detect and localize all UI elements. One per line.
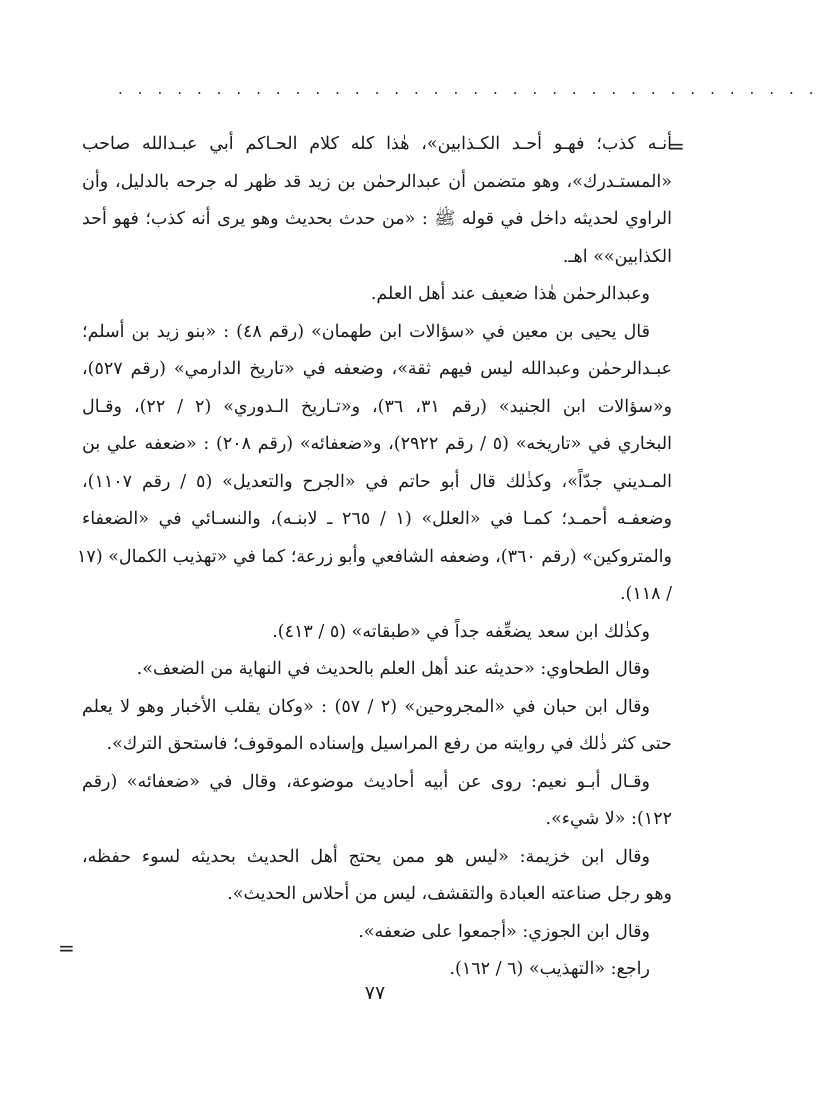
text-line: وهو رجل صناعته العبادة والتقشف، ليس من أحلاس الحديث». [227, 884, 672, 904]
text-line: وقال ابن خزيمة: «ليس هو ممن يحتج أهل الحديث بحديثه لسوء حفظه، [82, 846, 650, 867]
text-line: وضعفـه أحمـد؛ كمـا في «العلل» (١ / ٢٦٥ ـ لابنـه)، والنسـائي في «الضعفاء [82, 509, 672, 529]
text-line: قال يحيى بن معين في «سؤالات ابن طهمان» (رقم ٤٨) : «بنو زيد بن أسلم؛ [82, 321, 650, 342]
footnote-text [77, 126, 673, 989]
text-line: وقال ابن حبان في «المجروحين» (٢ / ٥٧) : «وكان يقلب الأخبار وهو لا يعلم [82, 696, 650, 717]
page-number: ٧٧ [364, 982, 386, 1004]
text-line: الراوي لحديثه داخل في قوله ﷺ : «من حدث بحديث وهو يرى أنه كذب؛ فهو أحد [82, 209, 672, 229]
text-line: الكذابين»» اهـ. [562, 246, 672, 267]
text-line: المـديني جدّاً»، وكذٰلك قال أبو حاتم في «الجرح والتعديل» (٥ / رقم ١١٠٧)، [82, 471, 672, 492]
text-line: عبـدالرحمٰن وعبدالله ليس فيهم ثقة»، وضعفه في «تاريخ الدارمي» (رقم ٥٢٧)، [82, 359, 672, 379]
continuation-mark-top: = [668, 134, 685, 158]
continuation-mark-bottom: = [58, 936, 75, 960]
text-line: ١٢٢): «لا شيء». [545, 809, 672, 829]
text-line: و«سؤالات ابن الجنيد» (رقم ٣١، ٣٦)، و«تـاريخ الـدوري» (٢ / ٢٢)، وقـال [82, 396, 673, 417]
text-line: أنـه كذب؛ فهـو أحـد الكـذابين»، هٰذا كله كلام الحـاكم أبي عبـدالله صاحب [82, 134, 672, 154]
text-line: وقال الطحاوي: «حديثه عند أهل العلم بالحديث في النهاية من الضعف». [136, 659, 650, 679]
text-line: البخاري في «تاريخه» (٥ / رقم ٢٩٢٢)، و«ضعفائه» (رقم ٢٠٨) : «ضعفه علي بن [82, 434, 672, 454]
text-line: وقـال أبـو نعيم: روى عن أبيه أحاديث موضوعة، وقال في «ضعفائه» (رقم [82, 771, 650, 792]
text-line: «المستـدرك»، وهو متضمن أن عبدالرحمٰن بن زيد قد ظهر له جرحه بالدليل، وأن [82, 171, 672, 192]
text-line: / ١١٨). [619, 584, 672, 604]
text-line: وعبدالرحمٰن هٰذا ضعيف عند أهل العلم. [370, 284, 650, 304]
text-line: وكذٰلك ابن سعد يضعِّفه جداً في «طبقاته» (٥ / ٤١٣). [272, 621, 650, 642]
text-line: وقال ابن الجوزي: «أجمعوا على ضعفه». [358, 921, 650, 942]
text-line: والمتروكين» (رقم ٣٦٠)، وضعفه الشافعي وأبو زرعة؛ كما في «تهذيب الكمال» (١٧ [77, 546, 672, 567]
text-line: راجع: «التهذيب» (٦ / ١٦٢). [449, 959, 650, 979]
text-line: حتى كثر ذٰلك في روايته من رفع المراسيل وإسناده الموقوف؛ فاستحق الترك». [106, 734, 672, 754]
separator-dots: . . . . . . . . . . . . . . . . . . . . . . . . . . . . . . . . . . . . [118, 80, 819, 98]
